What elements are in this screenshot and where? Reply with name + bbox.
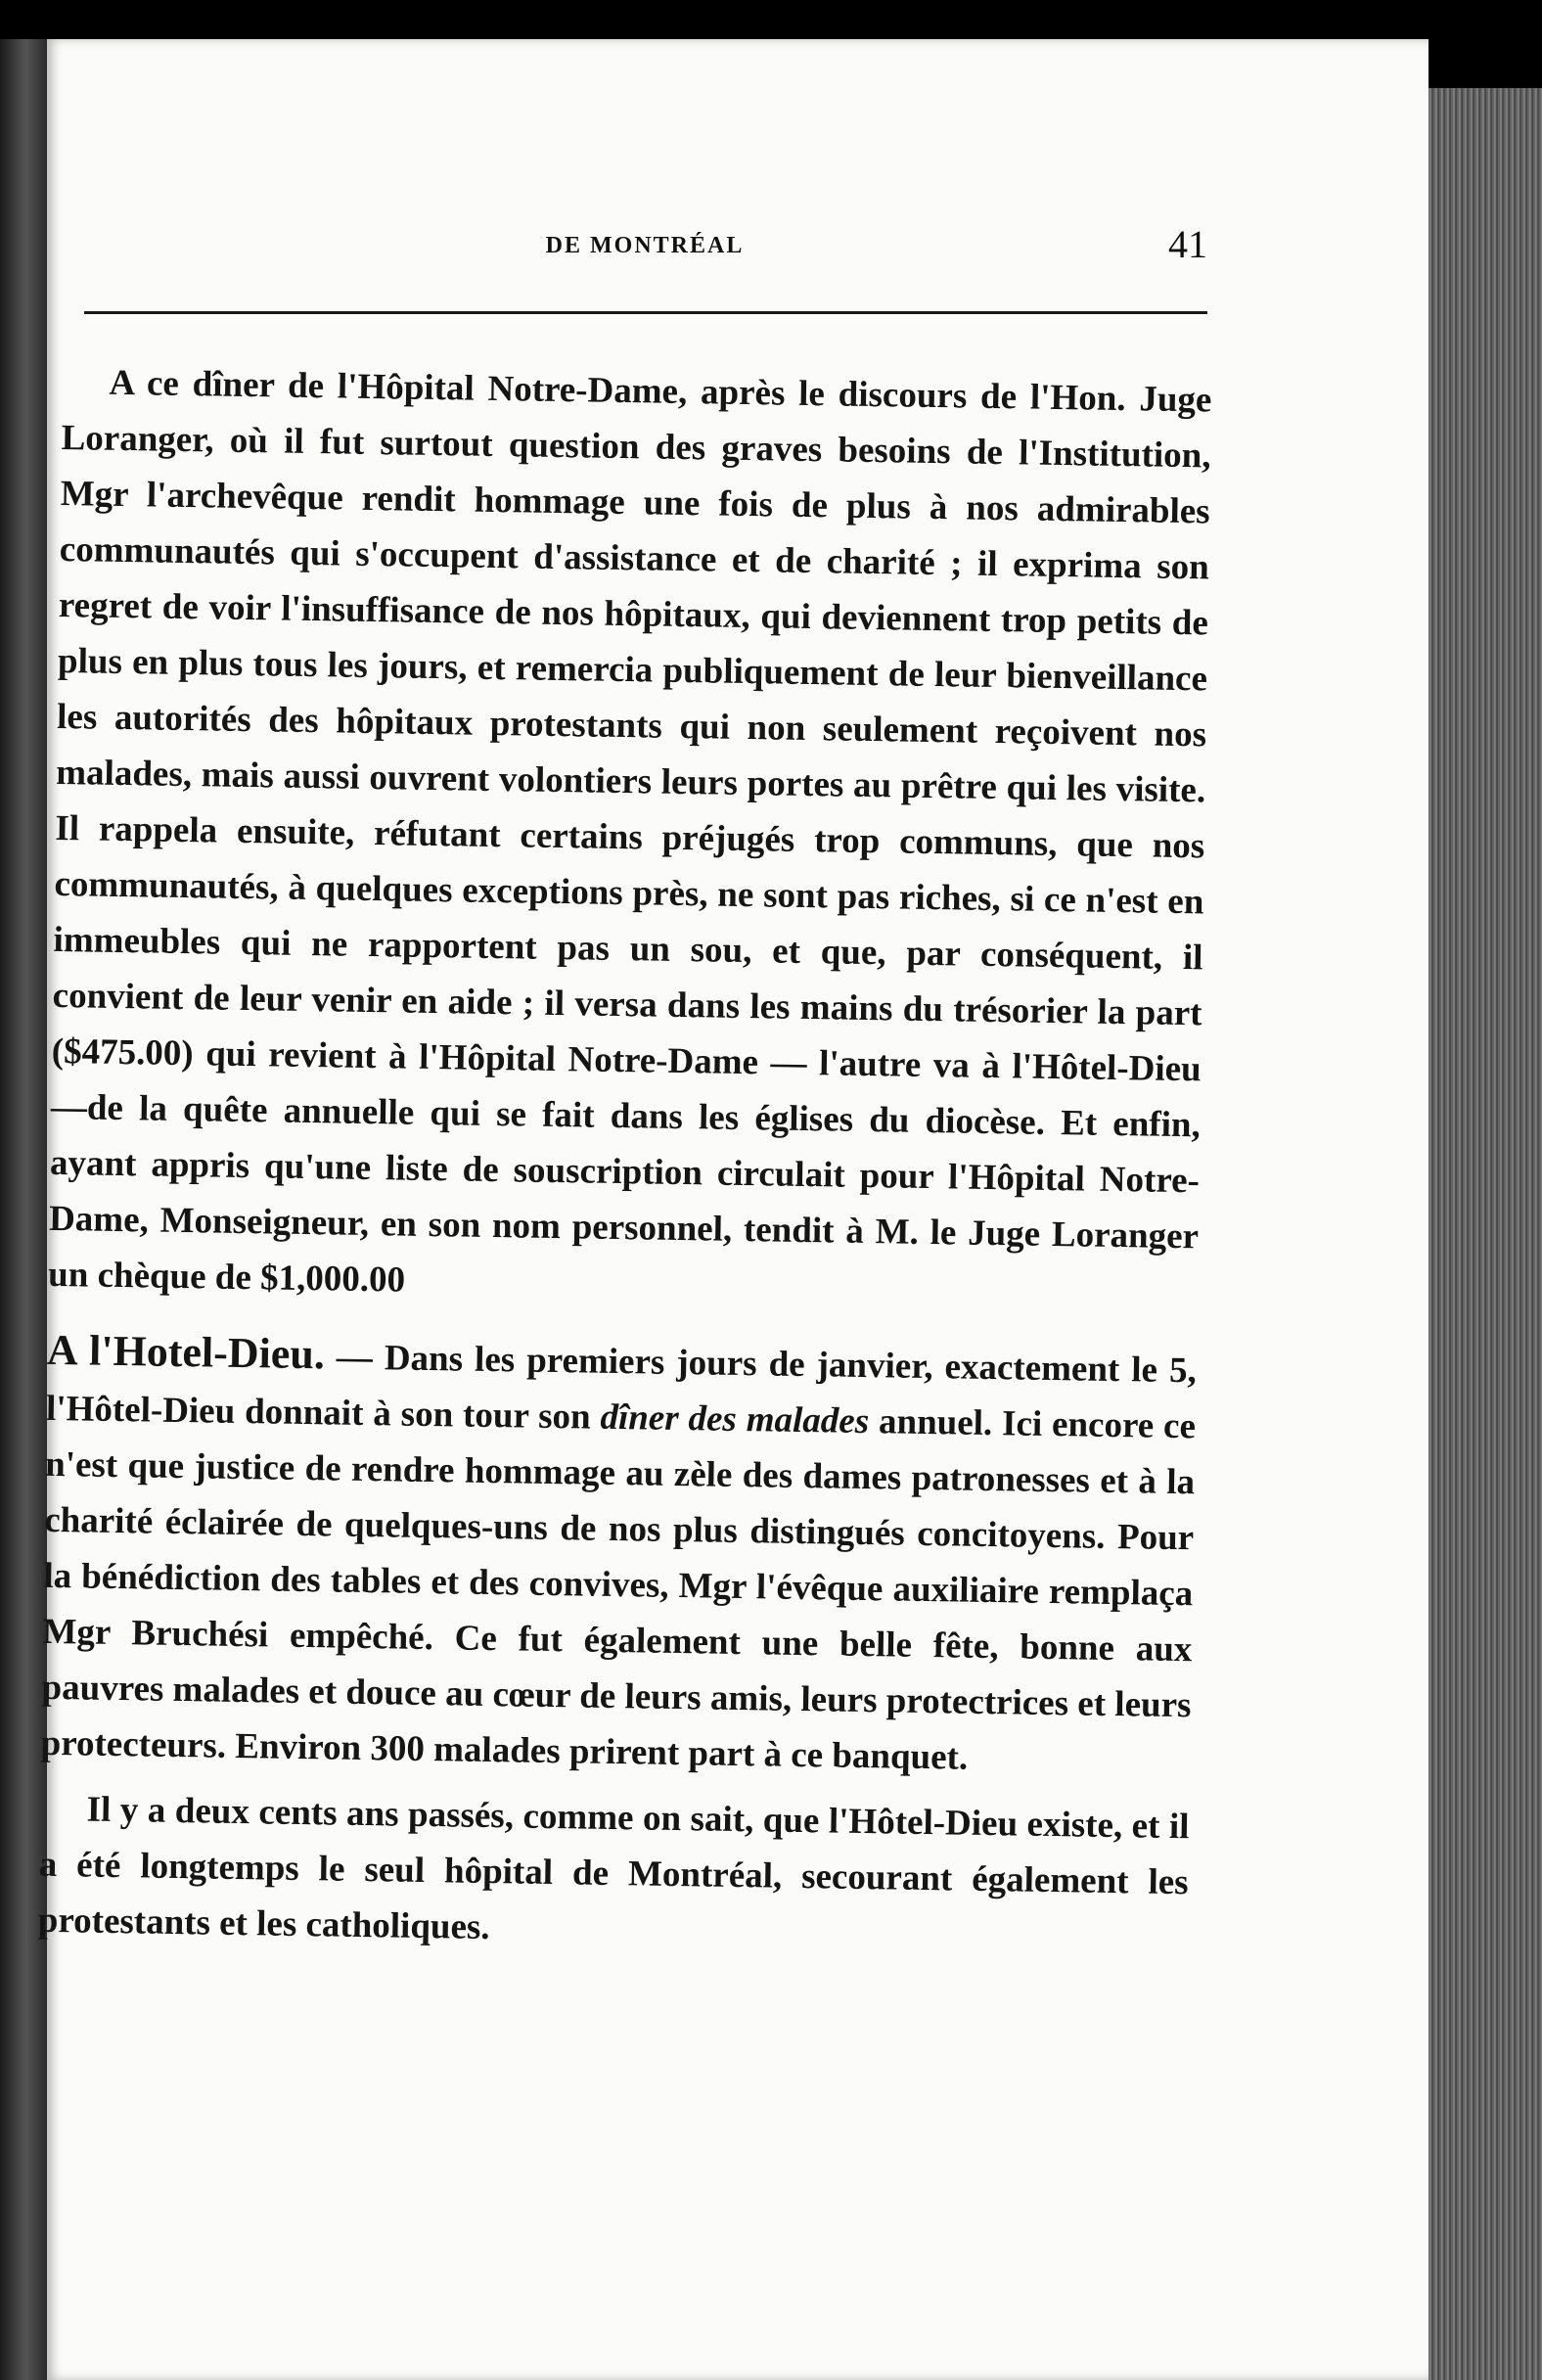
paragraph-text: annuel. Ici encore ce n'est que justice de rendre hommage au zèle des dames patronesses et à la charité éclairée de quelques-uns de nos plus distingués concitoyens. Pour la bénédiction des tables et des convives, Mgr l'évêque auxiliaire remplaça Mgr Bruchési empêché. Ce fut également une belle fête, bonne aux pauvres malades et douce au cœur de leurs amis, leurs protectrices et leurs protecteurs. Environ 300 malades prirent part à ce banquet. bbox=[40, 1401, 1197, 1778]
italic-phrase: dîner des malades bbox=[600, 1396, 870, 1442]
book-gutter-edge bbox=[0, 39, 47, 2380]
section-heading-hotel-dieu: A l'Hotel-Dieu. bbox=[46, 1325, 326, 1379]
body-text bbox=[37, 354, 1211, 1966]
running-head-title: DE MONTRÉAL bbox=[545, 233, 745, 258]
page-number: 41 bbox=[1168, 222, 1207, 266]
paragraph-dinner-notre-dame: A ce dîner de l'Hôpital Notre-Dame, après le discours de l'Hon. Juge Loranger, où il fut surtout question des graves besoins de l'Institution, Mgr l'archevêque rendit hommage une fois de plus à nos admirables communautés qui s'occupent d'assistance et de charité ; il exprima son regret de voir l'insuffisance de nos hôpitaux, qui deviennent trop petits de plus en plus tous les jours, et remercia publiquement de leur bienveillance les autorités des hôpitaux protestants qui non seulement reçoivent nos malades, mais aussi ouvrent volontiers leurs portes au prêtre qui les visite. Il rappela ensuite, réfutant certains préjugés trop communs, que nos communautés, à quelques exceptions près, ne sont pas riches, si ce n'est en immeubles qui ne rapportent pas un sou, et que, par conséquent, il convient de leur venir en aide ; il versa dans les mains du trésorier la part ($475.00) qui revient à l'Hôpital Notre-Dame — l'autre va à l'Hôtel-Dieu—de la quête annuelle qui se fait dans les églises du diocèse. Et enfin, ayant appris qu'une liste de souscription circulait pour l'Hôpital Notre-Dame, Monseigneur, en son nom personnel, tendit à M. le Juge Loranger un chèque de $1,000.00 bbox=[47, 362, 1212, 1301]
paragraph-text: — Dans les premiers jours de janvier, exactement le 5, l'Hôtel-Dieu donnait à son tour son bbox=[45, 1337, 1198, 1438]
header-rule bbox=[84, 311, 1207, 314]
page-block-edges bbox=[1429, 88, 1542, 2380]
running-head bbox=[82, 221, 1207, 270]
paragraph-hotel-dieu bbox=[40, 1322, 1197, 1789]
paragraph-history: Il y a deux cents ans passés, comme on sait, que l'Hôtel-Dieu existe, et il a été longtemps le seul hôpital de Montréal, secourant également les protestants et les catholiques. bbox=[37, 1789, 1190, 1948]
